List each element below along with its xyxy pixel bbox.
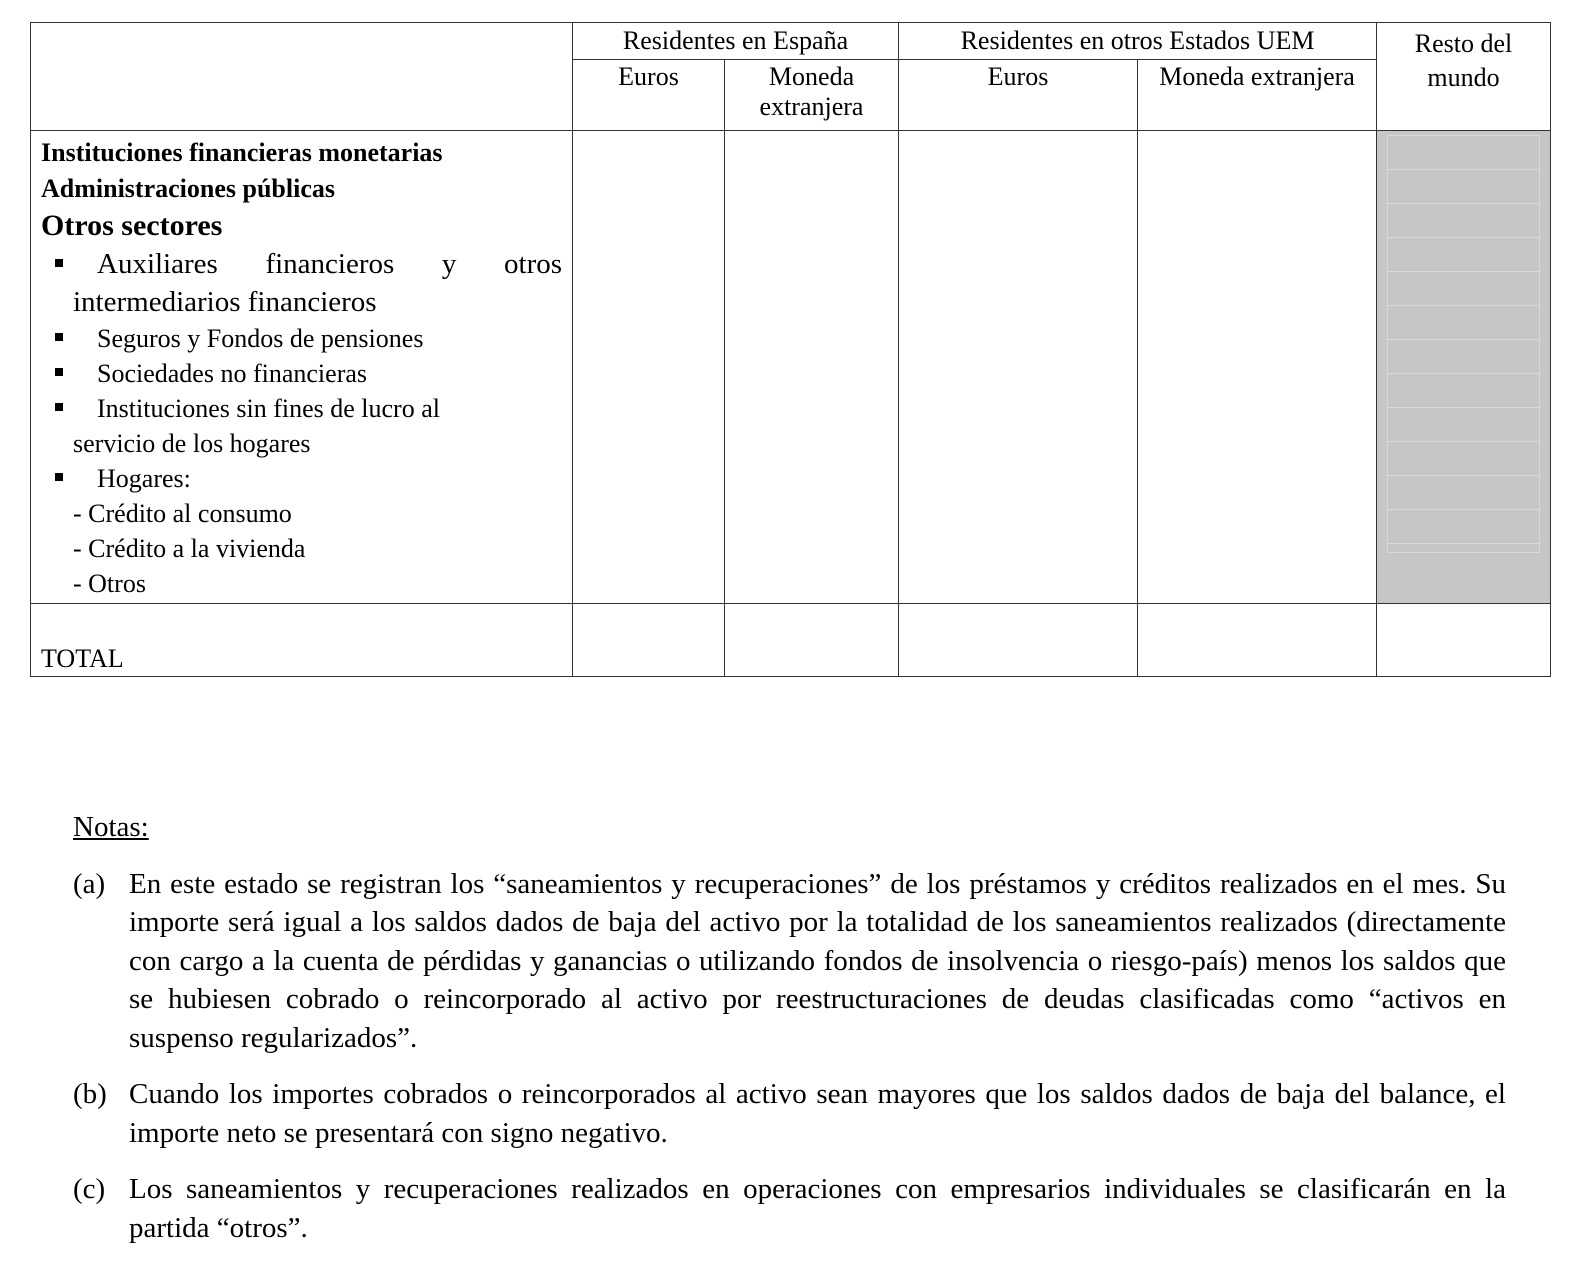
- header-spain-euros-label: Euros: [618, 62, 679, 91]
- cell-spain-foreign-currency[interactable]: [725, 131, 899, 604]
- header-spain-foreign-currency-label: Moneda extranjera: [759, 62, 864, 121]
- notes-section: [73, 808, 1506, 1265]
- note-marker: (b): [73, 1078, 107, 1110]
- sector-insurance-pensions: [41, 321, 562, 356]
- note-text: Cuando los importes cobrados o reincorporados al activo sean mayores que los saldos dados de baja del balance, el importe neto se presentará con signo negativo.: [129, 1078, 1506, 1149]
- sector-non-financial-corporations: [41, 356, 562, 391]
- header-uem-foreign-currency: [1138, 60, 1377, 131]
- sector-households-label: Hogares:: [97, 464, 191, 493]
- note-marker: (a): [73, 867, 106, 900]
- bullet-square-icon: [55, 333, 63, 341]
- note-item: [73, 1075, 1506, 1152]
- header-spain-euros: [573, 60, 725, 131]
- header-spain-foreign-currency: [725, 60, 899, 131]
- header-uem-foreign-currency-label: Moneda extranjera: [1159, 62, 1355, 91]
- aux-word-2: financieros: [265, 248, 395, 280]
- cell-spain-euros[interactable]: [573, 131, 725, 604]
- header-uem-euros: [899, 60, 1138, 131]
- sector-others: - Otros: [73, 569, 146, 598]
- total-spain-euros[interactable]: [573, 604, 725, 677]
- sector-non-financial-corporations-label: Sociedades no financieras: [97, 359, 368, 388]
- cell-uem-foreign-currency[interactable]: [1138, 131, 1377, 604]
- sector-financial-auxiliaries-continued: intermediarios financieros: [73, 286, 377, 318]
- sector-households: [41, 461, 562, 496]
- total-spain-foreign-currency[interactable]: [725, 604, 899, 677]
- cell-uem-euros[interactable]: [899, 131, 1138, 604]
- sectors-list-cell: [31, 131, 573, 604]
- notes-title: Notas:: [73, 811, 149, 843]
- sector-nonprofit-label: Instituciones sin fines de lucro al: [97, 394, 440, 423]
- total-uem-euros[interactable]: [899, 604, 1138, 677]
- aux-word-1: Auxiliares: [97, 248, 218, 280]
- header-residents-spain: Residentes en España: [573, 23, 899, 60]
- sector-nonprofit-continued: servicio de los hogares: [73, 429, 311, 458]
- note-text: En este estado se registran los “saneamientos y recuperaciones” de los préstamos y créditos realizados en el mes. Su importe será igual a los saldos dados de baja del activo por la totalidad de los saneamientos realizados (directamente con cargo a la cuenta de pérdidas y ganancias o utilizando fondos de insolvencia o riesgo-país) menos los saldos que se hubiesen cobrado o reincorporado al activo por reestructuraciones de deudas clasificadas como “activos en suspenso regularizados”.: [129, 867, 1506, 1054]
- sector-housing-credit: - Crédito a la vivienda: [73, 534, 306, 563]
- header-uem-euros-label: Euros: [987, 62, 1049, 91]
- sector-nonprofit: [41, 391, 562, 426]
- sector-mfi: Instituciones financieras monetarias: [41, 138, 443, 167]
- reporting-table: [30, 22, 1551, 677]
- note-item: [73, 1170, 1506, 1247]
- header-residents-other-uem: Residentes en otros Estados UEM: [899, 23, 1377, 60]
- aux-word-3: y: [441, 248, 457, 280]
- header-rest-of-world: Resto del mundo: [1377, 23, 1551, 131]
- total-label: TOTAL: [31, 604, 573, 677]
- total-uem-foreign-currency[interactable]: [1138, 604, 1377, 677]
- note-text: Los saneamientos y recuperaciones realizados en operaciones con empresarios individuales se clasificarán en la partida “otros”.: [129, 1173, 1506, 1244]
- header-corner-cell: [31, 23, 573, 131]
- bullet-square-icon: [55, 259, 63, 267]
- sector-insurance-pensions-label: Seguros y Fondos de pensiones: [97, 324, 424, 353]
- sector-consumer-credit: - Crédito al consumo: [73, 499, 292, 528]
- cell-rest-of-world-shaded: [1377, 131, 1551, 604]
- sector-public-admin: Administraciones públicas: [41, 174, 335, 203]
- shaded-grid: [1387, 135, 1540, 553]
- note-marker: (c): [73, 1173, 106, 1205]
- bullet-square-icon: [55, 368, 63, 376]
- total-rest-of-world[interactable]: [1377, 604, 1551, 677]
- sector-other-sectors: Otros sectores: [41, 209, 223, 242]
- bullet-square-icon: [55, 403, 63, 411]
- bullet-square-icon: [55, 473, 63, 481]
- aux-word-4: otros: [504, 248, 563, 280]
- note-item: [73, 865, 1506, 1058]
- sector-financial-auxiliaries: [41, 245, 562, 283]
